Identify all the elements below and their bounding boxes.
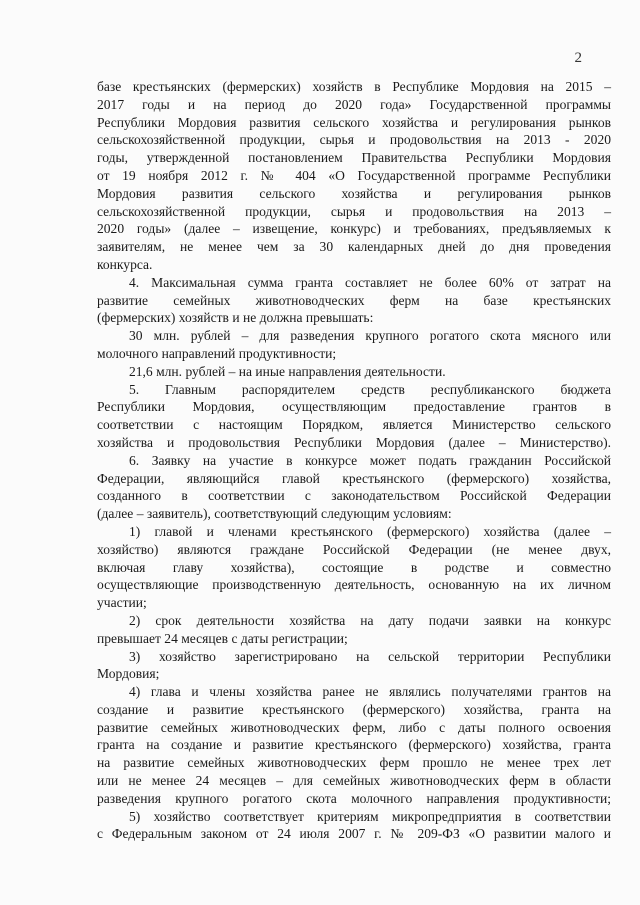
text-line: 6. Заявку на участие в конкурсе может подать гражданин Российской [129,452,611,468]
text-line: развитие семейных животноводческих ферм, либо с даты полного освоения [97,719,611,735]
text-line: (далее – заявитель), соответствующий следующим условиям: [97,506,452,522]
text-line: 21,6 млн. рублей – на иные направления деятельности. [129,363,446,379]
text-line: заявителям, не менее чем за 30 календарных дней до дня проведения [97,239,611,255]
text-line: 4. Максимальная сумма гранта составляет не более 60% от затрат на [129,274,611,290]
text-line: 4) глава и члены хозяйства ранее не являлись получателями грантов на [129,684,611,700]
page-number: 2 [574,50,582,66]
text-line: 3) хозяйство зарегистрировано на сельской территории Республики [129,648,611,664]
document-body [97,78,611,843]
text-line: 2020 годы» (далее – извещение, конкурс) и требованиях, предъявляемых к [97,221,611,237]
text-line: 1) главой и членами крестьянского (фермерского) хозяйства (далее – [129,523,611,539]
text-line: соответствии с настоящим Порядком, является Министерство сельского [97,417,611,433]
text-line: сельскохозяйственной продукции, сырья и продовольствия на 2013 – [97,203,611,219]
text-line: от 19 ноября 2012 г. № 404 «О Государственной программе Республики [97,167,611,183]
text-line: Мордовия; [97,666,160,682]
text-line: Республики Мордовия развития сельского хозяйства и регулирования рынков [97,114,611,130]
text-line: с Федеральным законом от 24 июля 2007 г. № 209-ФЗ «О развитии малого и [97,826,611,842]
text-line: 2017 годы и на период до 2020 года» Государственной программы [97,96,611,112]
text-line: Федерации, являющийся главой крестьянского (фермерского) хозяйства, [97,470,611,486]
text-line: 5) хозяйство соответствует критериям микропредприятия в соответствии [129,808,611,824]
text-line: на развитие семейных животноводческих ферм прошло не менее трех лет [97,755,611,771]
text-line: 30 млн. рублей – для разведения крупного рогатого скота мясного или [129,328,611,344]
text-line: развитие семейных животноводческих ферм на базе крестьянских [97,292,611,308]
text-line: Республики Мордовия, осуществляющим предоставление грантов в [97,399,611,415]
text-line: 2) срок деятельности хозяйства на дату подачи заявки на конкурс [129,612,611,628]
text-line: молочного направлений продуктивности; [97,345,337,361]
text-line: разведения крупного рогатого скота молочного направления продуктивности; [97,790,611,806]
text-line: созданного в соответствии с законодательством Российской Федерации [97,488,611,504]
text-line: включая главу хозяйства), состоящие в родстве и совместно [97,559,611,575]
text-line: (фермерских) хозяйств и не должна превышать: [97,310,374,326]
text-line: годы, утвержденной постановлением Правительства Республики Мордовия [97,150,611,166]
text-line: или не менее 24 месяцев – для семейных животноводческих ферм в области [97,773,611,789]
text-line: гранта на создание и развитие крестьянского (фермерского) хозяйства, гранта [97,737,611,753]
text-line: превышает 24 месяцев с даты регистрации; [97,630,348,646]
text-line: создание и развитие крестьянского (фермерского) хозяйства, гранта на [97,701,611,717]
text-line: участии; [97,595,147,611]
text-line: сельскохозяйственной продукции, сырья и продовольствия на 2013 - 2020 [97,132,611,148]
text-line: осуществляющие производственную деятельность, основанную на их личном [97,577,611,593]
text-line: базе крестьянских (фермерских) хозяйств в Республике Мордовия на 2015 – [97,79,611,94]
text-line: хозяйства и продовольствия Республики Мордовия (далее – Министерство). [97,434,611,450]
text-line: конкурса. [97,256,153,272]
text-line: 5. Главным распорядителем средств республиканского бюджета [129,381,611,397]
text-line: Мордовия развития сельского хозяйства и регулирования рынков [97,185,611,201]
text-line: хозяйство) являются граждане Российской Федерации (не менее двух, [97,541,611,557]
